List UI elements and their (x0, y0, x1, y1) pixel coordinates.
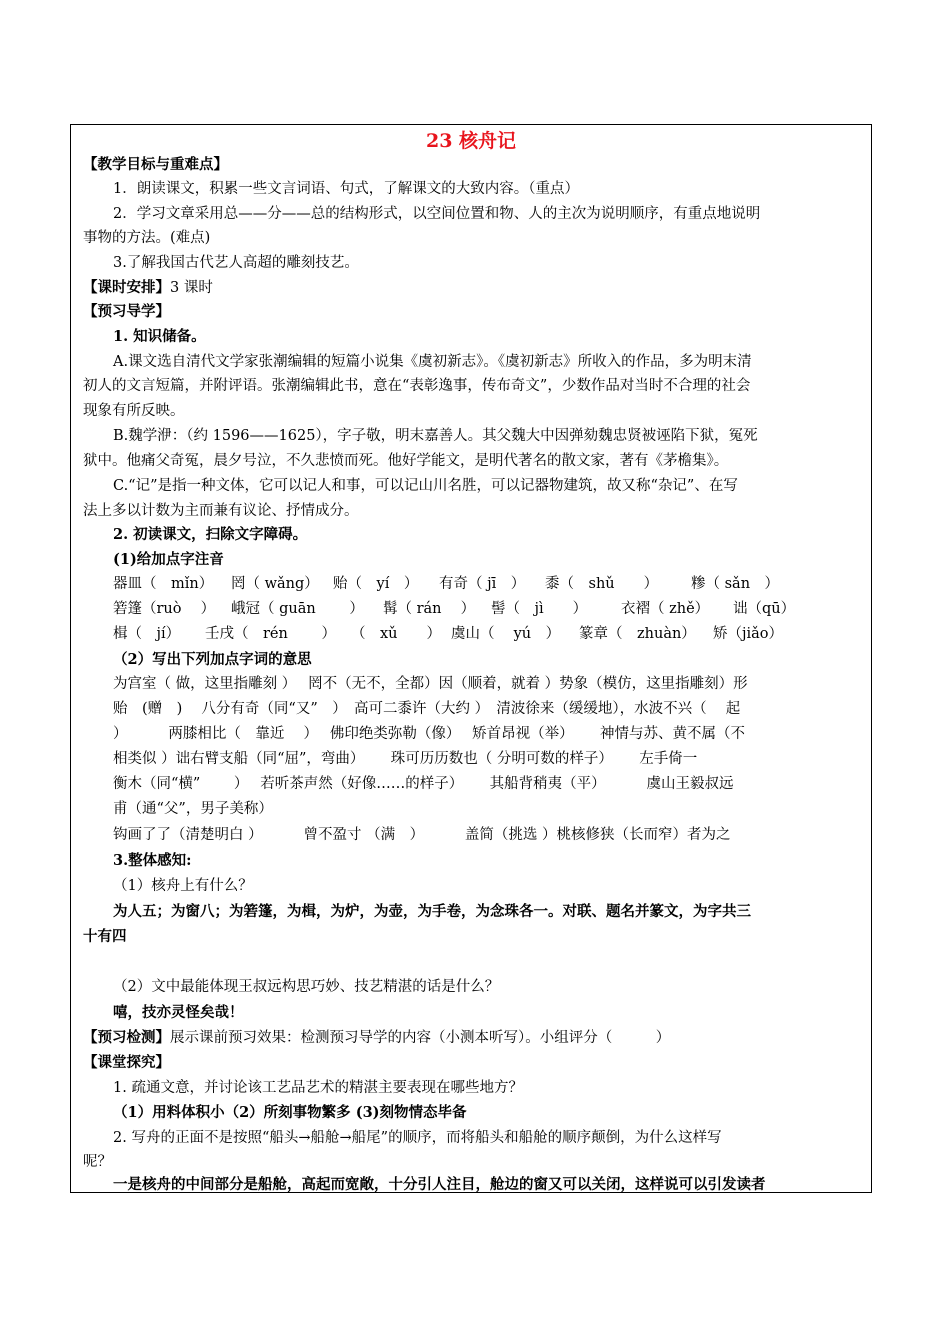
para-c-1: C.“记”是指一种文体，它可以记人和事，可以记山川名胜，可以记器物建筑，故又称“杂记”、在写 (113, 478, 738, 494)
section-schedule (83, 278, 865, 298)
section-preview: 【预习导学】 (83, 303, 170, 320)
explore-1-answer: （1）用料体积小（2）所刻事物繁多 (3)刻物情态毕备 (113, 1104, 467, 1121)
answer-1: 为人五；为窗八；为箬篷，为楫，为炉，为壶，为手卷，为念珠各一。对联、题名并篆文，为字共三 (113, 903, 751, 920)
pinyin-item: 黍（ shǔ ） (545, 576, 659, 592)
explore-1: 1. 疏通文意，并讨论该工艺品艺术的精湛主要表现在哪些地方？ (113, 1080, 523, 1096)
pinyin-item: 峨冠（ guān ） (231, 601, 364, 617)
goal-1: 1．朗读课文，积累一些文言词语、句式，了解课文的大致内容。（重点） (113, 181, 579, 197)
pinyin-item: 贻（ yí ） (333, 576, 419, 592)
explore-2: 2. 写舟的正面不是按照“船头→船舱→船尾”的顺序，而将船头和船舱的顺序颠倒，为什么这样写 (113, 1130, 722, 1146)
para-b-1: B.魏学洢：（约 1596——1625），字子敬，明末嘉善人。其父魏大中因弹劾魏忠贤被诬陷下狱，冤死 (113, 428, 758, 444)
pinyin-item: 罔（ wǎng） (231, 576, 319, 592)
check-label: 【预习检测】 (83, 1029, 170, 1046)
meanings-line-3: ） 两膝相比（ 靠近 ） 佛印绝类弥勒（像） 矫首昂视（举） 神情与苏、黄不属（不 (113, 726, 746, 742)
pinyin-item: 糁（ sǎn ） (691, 576, 780, 592)
heading-knowledge: 1. 知识储备。 (113, 328, 206, 345)
goal-2-cont: 事物的方法。(难点) (83, 230, 211, 246)
explore-2-answer: 一是核舟的中间部分是船舱，高起而宽敞，十分引人注目，舱边的窗又可以关闭，这样说可以引发读者 (113, 1176, 766, 1193)
section-check (83, 1028, 865, 1048)
pinyin-item: 器皿（ mǐn） (113, 576, 214, 592)
pinyin-item: 虞山（ yú ） (451, 626, 561, 642)
pinyin-item: 篆章（ zhuàn） (579, 626, 696, 642)
para-b-2: 狱中。他痛父奇冤，晨夕号泣，不久悲愤而死。他好学能文，是明代著名的散文家，著有《茅檐集》。 (83, 453, 729, 469)
pinyin-item: 衣褶（ zhě） (621, 601, 710, 617)
section-explore: 【课堂探究】 (83, 1054, 170, 1071)
para-a-2: 初人的文言短篇，并附评语。张潮编辑此书，意在“表彰逸事，传布奇文”，少数作品对当时不合理的社会 (83, 378, 751, 394)
goal-3: 3.了解我国古代艺人高超的雕刻技艺。 (113, 255, 359, 271)
page-title: 23 核舟记 (425, 130, 517, 152)
meanings-line-6: 甫（通“父”，男子美称） (113, 801, 273, 817)
meanings-line-7: 钩画了了（清楚明白 ） 曾不盈寸 （满 ） 盖简（挑选 ）桃核修狭（长而窄）者为之 (113, 827, 731, 843)
pinyin-item: 矫（jiǎo） (713, 626, 784, 642)
meanings-line-4: 相类似 ）诎右臂支船（同“屈”，弯曲） 珠可历历数也（ 分明可数的样子） 左手倚一 (113, 751, 698, 767)
pinyin-item: 箬篷（ruò ） (113, 601, 216, 617)
pinyin-item: （ xǔ ） (351, 626, 442, 642)
section-goals: 【教学目标与重难点】 (83, 156, 228, 173)
pinyin-item: 髯（ rán ） (383, 601, 476, 617)
heading-reading: 2. 初读课文，扫除文字障碍。 (113, 526, 308, 543)
pinyin-item: 诎（qū） (733, 601, 796, 617)
heading-overview: 3.整体感知: (113, 852, 192, 869)
meanings-line-5: 衡木（同“横” ） 若听茶声然（好像……的样子） 其船背稍夷（平） 虞山王毅叔远 (113, 776, 734, 792)
pinyin-item: 髻（ jì ） (491, 601, 588, 617)
pinyin-item: 楫（ jí） (113, 626, 181, 642)
answer-2: 嘻，技亦灵怪矣哉！ (113, 1004, 244, 1021)
pinyin-item: 有奇（ jī ） (439, 576, 526, 592)
heading-meanings: （2）写出下列加点字词的意思 (113, 651, 312, 668)
heading-pinyin: (1)给加点字注音 (113, 551, 224, 568)
meanings-line-2: 贻 (赠 ) 八分有奇（同“又” ） 高可二黍许（大约 ） 清波徐来（缓缓地），水波不兴（ 起 (113, 701, 741, 717)
goal-2: 2．学习文章采用总——分——总的结构形式，以空间位置和物、人的主次为说明顺序，有重点地说明 (113, 206, 761, 222)
para-a-3: 现象有所反映。 (83, 403, 185, 419)
question-2: （2）文中最能体现王叔远构思巧妙、技艺精湛的话是什么？ (113, 979, 500, 995)
schedule-value: 3 课时 (170, 280, 213, 296)
para-a-1: A.课文选自清代文学家张潮编辑的短篇小说集《虞初新志》。《虞初新志》所收入的作品，多为明末清 (113, 354, 752, 370)
pinyin-item: 壬戌（ rén ） (205, 626, 336, 642)
check-text: 展示课前预习效果：检测预习导学的内容（小测本听写）。小组评分（ ） (170, 1030, 671, 1046)
explore-2-cont: 呢？ (83, 1154, 112, 1170)
para-c-2: 法上多以计数为主而兼有议论、抒情成分。 (83, 503, 359, 519)
question-1: （1）核舟上有什么？ (113, 878, 253, 894)
schedule-label: 【课时安排】 (83, 279, 170, 296)
meanings-line-1: 为宫室（ 做，这里指雕刻 ） 罔不（无不，全都）因（顺着，就着 ）势象（模仿，这里指雕刻）形 (113, 676, 748, 692)
answer-1-cont: 十有四 (83, 928, 127, 945)
document-frame (70, 124, 872, 1193)
